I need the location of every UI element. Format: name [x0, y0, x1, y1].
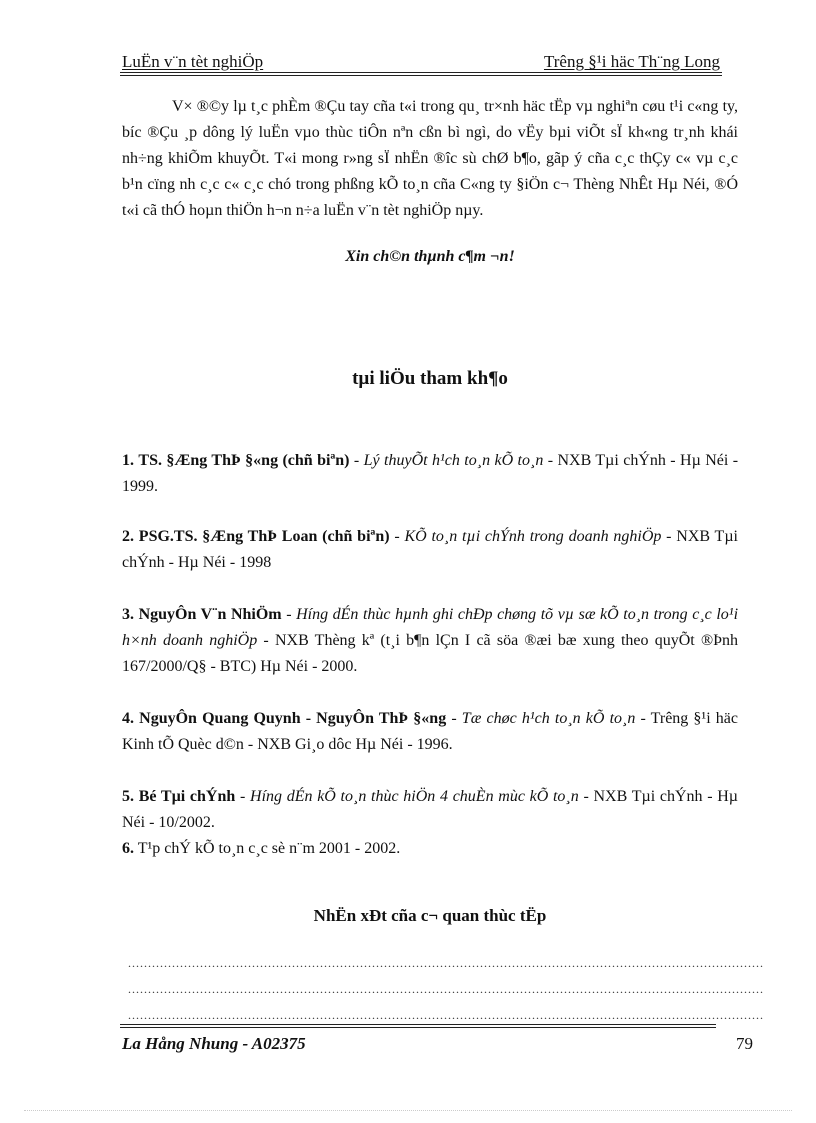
reference-number: 3.: [122, 606, 134, 623]
reference-publisher: NXB Tµi chÝnh - Hµ Néi - 1998: [122, 528, 738, 571]
header-divider: [120, 72, 722, 76]
reference-author: PSG.TS. §Æng ThÞ Loan (chñ biªn): [138, 528, 390, 545]
review-dotted-line: ...............................................................................................................................................................: [128, 982, 764, 996]
reference-publisher: Trêng §¹i häc Kinh tÕ Quèc d©n - NXB Gi¸o dôc Hµ Néi - 1996.: [122, 710, 739, 753]
page-number: 79: [736, 1034, 753, 1053]
header-university: Trêng §¹i häc Th¨ng Long: [543, 52, 720, 71]
page-bottom-border: [24, 1110, 792, 1111]
reference-item: 4. NguyÔn Quang Quynh - NguyÔn ThÞ §«ng - Tæ chøc h¹ch to¸n kÕ to¸n - Trêng §¹i häc Kinh tÕ Quèc d©n - NXB Gi¸o dôc Hµ Néi - 1996.: [122, 710, 739, 753]
footer-author: La Hång Nhung - A02375: [122, 1034, 306, 1053]
reference-author: TS. §Æng ThÞ §«ng (chñ biªn): [138, 452, 350, 469]
reference-author: NguyÔn V¨n NhiÖm: [138, 606, 282, 623]
reference-item: 2. PSG.TS. §Æng ThÞ Loan (chñ biªn) - KÕ to¸n tµi chÝnh trong doanh nghiÖp - NXB Tµi chÝnh - Hµ Néi - 1998: [122, 528, 738, 571]
page-header: [122, 50, 720, 72]
reference-item: [122, 836, 738, 862]
reference-text: T¹p chÝ kÕ to¸n c¸c sè n¨m 2001 - 2002.: [137, 840, 401, 857]
thanks-line: Xin ch©n thµnh c¶m ¬n!: [345, 248, 515, 265]
reference-title: Lý thuyÕt h¹ch to¸n kÕ to¸n: [363, 452, 544, 469]
references-title: tµi liÖu tham kh¶o: [352, 368, 508, 389]
reference-number: 6.: [122, 840, 134, 857]
header-thesis-label: LuËn v¨n tèt nghiÖp: [122, 52, 264, 71]
reference-publisher: NXB Tµi chÝnh - Hµ Néi - 10/2002.: [122, 788, 738, 831]
reference-number: 5.: [122, 788, 134, 805]
intro-paragraph: V× ®©y lµ t¸c phÈm ®Çu tay cña t«i trong qu¸ tr×nh häc tËp vµ nghiªn cøu t¹i c«ng ty, bíc ®Çu ¸p dông lý luËn vµo thùc tiÔn nªn cßn bì ngì, do vËy bµi viÕt sÏ kh«ng tr¸nh khái nh÷ng khiÕm khuyÕt. T«i mong r»ng sÏ nhËn ®îc sù chØ b¶o, gãp ý cña c¸c thÇy c« vµ c¸c b¹n cïng nh c¸c c« c¸c chó trong phßng kÕ to¸n cña C«ng ty §iÖn c¬ Thèng NhÊt Hµ Néi, ®Ó t«i cã thÓ hoµn thiÖn h¬n n÷a luËn v¨n tèt nghiÖp nµy.: [122, 98, 738, 219]
review-title: NhËn xÐt cña c¬ quan thùc tËp: [313, 906, 547, 925]
reference-number: 4.: [122, 710, 134, 727]
reference-item: 3. NguyÔn V¨n NhiÖm - Híng dÉn thùc hµnh ghi chÐp chøng tõ vµ sæ kÕ to¸n trong c¸c lo¹i h×nh doanh nghiÖp - NXB Thèng kª (t¸i b¶n lÇn I cã söa ®æi bæ xung theo quyÕt ®Þnh 167/2000/Q§ - BTC) Hµ Néi - 2000.: [122, 606, 739, 675]
reference-publisher: NXB Thèng kª (t¸i b¶n lÇn I cã söa ®æi bæ xung theo quyÕt ®Þnh 167/2000/Q§ - BTC) Hµ Néi - 2000.: [122, 632, 738, 675]
reference-publisher: NXB Tµi chÝnh - Hµ Néi - 1999.: [122, 452, 739, 495]
reference-number: 2.: [122, 528, 134, 545]
reference-title: Tæ chøc h¹ch to¸n kÕ to¸n: [461, 710, 636, 727]
reference-author: NguyÔn Quang Quynh - NguyÔn ThÞ §«ng: [139, 710, 447, 727]
reference-title: Híng dÉn kÕ to¸n thùc hiÖn 4 chuÈn mùc kÕ to¸n: [250, 788, 579, 805]
review-dotted-line: ...............................................................................................................................................................: [128, 956, 764, 970]
reference-title: Híng dÉn thùc hµnh ghi chÐp chøng tõ vµ sæ kÕ to¸n trong c¸c lo¹i h×nh doanh nghiÖp: [122, 606, 739, 649]
footer-divider: [120, 1024, 716, 1028]
reference-author: Bé Tµi chÝnh: [138, 788, 236, 805]
reference-item: 1. TS. §Æng ThÞ §«ng (chñ biªn) - Lý thuyÕt h¹ch to¸n kÕ to¸n - NXB Tµi chÝnh - Hµ Néi - 1999.: [122, 452, 739, 495]
reference-item: 5. Bé Tµi chÝnh - Híng dÉn kÕ to¸n thùc hiÖn 4 chuÈn mùc kÕ to¸n - NXB Tµi chÝnh - Hµ Néi - 10/2002.: [122, 788, 738, 831]
reference-title: KÕ to¸n tµi chÝnh trong doanh nghiÖp: [404, 528, 662, 545]
review-dotted-line: ...............................................................................................................................................................: [128, 1008, 764, 1022]
reference-number: 1.: [122, 452, 134, 469]
